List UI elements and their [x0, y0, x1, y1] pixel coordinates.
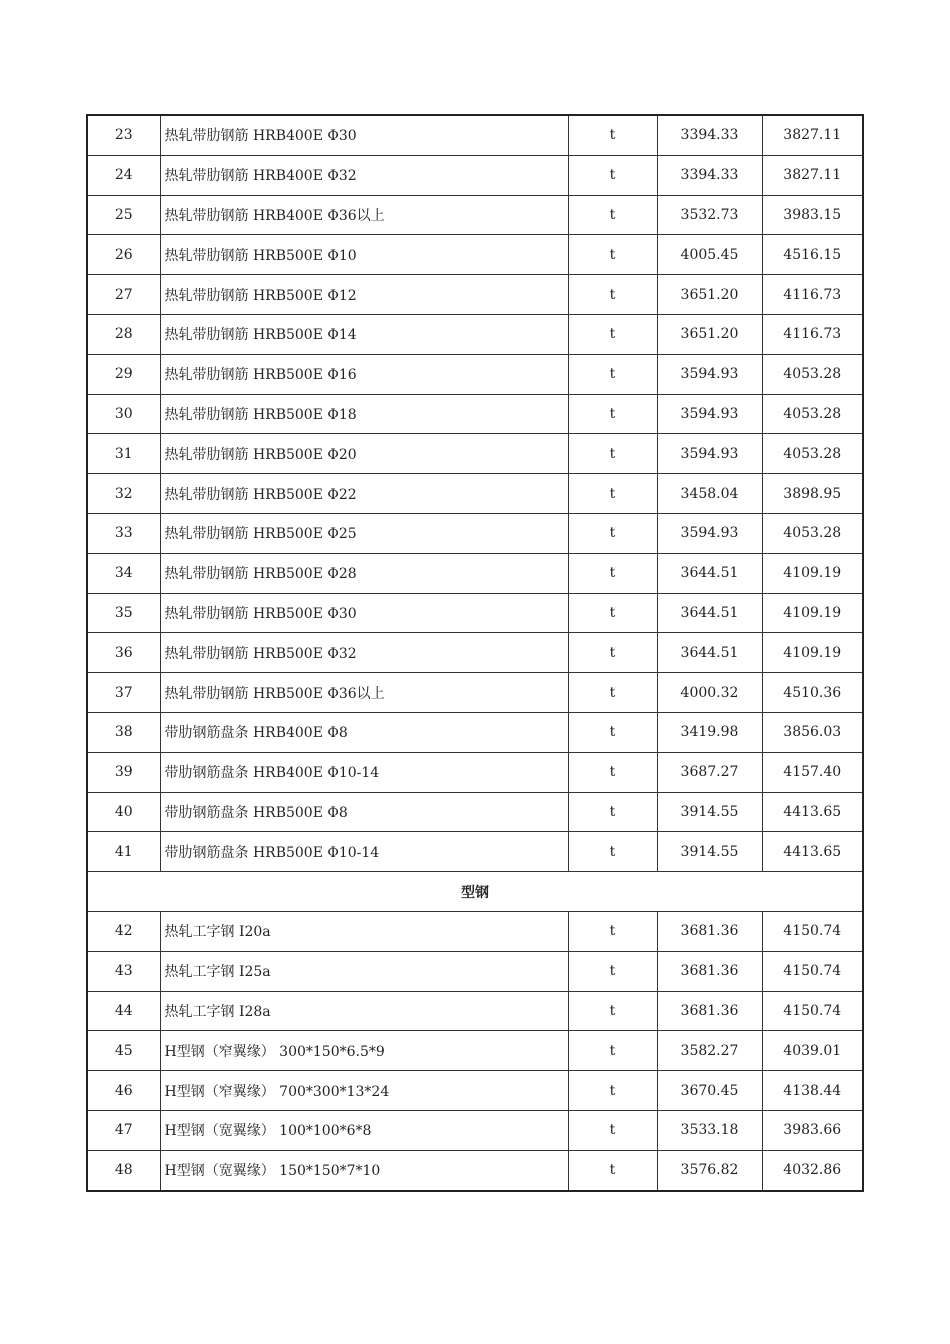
unit-cell: t	[568, 752, 657, 792]
price-incl-tax: 4413.65	[762, 792, 863, 832]
price-incl-tax: 4116.73	[762, 275, 863, 315]
price-incl-tax: 4053.28	[762, 394, 863, 434]
section-steel-rows	[87, 911, 863, 1190]
price-excl-tax: 3576.82	[657, 1150, 762, 1190]
material-name: 热轧工字钢 I25a	[160, 951, 568, 991]
table-row	[87, 115, 863, 155]
price-excl-tax: 3594.93	[657, 394, 762, 434]
price-excl-tax: 3681.36	[657, 911, 762, 951]
price-excl-tax: 3419.98	[657, 712, 762, 752]
price-excl-tax: 3914.55	[657, 832, 762, 872]
row-number: 38	[87, 712, 160, 752]
unit-cell: t	[568, 1031, 657, 1071]
row-number: 23	[87, 115, 160, 155]
price-incl-tax: 4516.15	[762, 235, 863, 275]
material-name: 热轧带肋钢筋 HRB500E Φ36以上	[160, 673, 568, 713]
unit-cell: t	[568, 633, 657, 673]
row-number: 36	[87, 633, 160, 673]
row-number: 27	[87, 275, 160, 315]
table-row	[87, 1110, 863, 1150]
material-name: 热轧带肋钢筋 HRB400E Φ32	[160, 155, 568, 195]
row-number: 48	[87, 1150, 160, 1190]
material-name: 热轧带肋钢筋 HRB500E Φ18	[160, 394, 568, 434]
price-incl-tax: 3827.11	[762, 155, 863, 195]
price-excl-tax: 3458.04	[657, 474, 762, 514]
material-name: 带肋钢筋盘条 HRB500E Φ8	[160, 792, 568, 832]
price-excl-tax: 3594.93	[657, 513, 762, 553]
price-incl-tax: 4053.28	[762, 354, 863, 394]
table-row	[87, 275, 863, 315]
unit-cell: t	[568, 1071, 657, 1111]
row-number: 31	[87, 434, 160, 474]
material-name: 热轧工字钢 I28a	[160, 991, 568, 1031]
row-number: 26	[87, 235, 160, 275]
unit-cell: t	[568, 553, 657, 593]
unit-cell: t	[568, 911, 657, 951]
table-row	[87, 832, 863, 872]
price-excl-tax: 3681.36	[657, 951, 762, 991]
price-excl-tax: 3644.51	[657, 593, 762, 633]
price-incl-tax: 4053.28	[762, 513, 863, 553]
table-row	[87, 911, 863, 951]
material-name: 热轧带肋钢筋 HRB500E Φ25	[160, 513, 568, 553]
price-incl-tax: 4150.74	[762, 991, 863, 1031]
price-excl-tax: 3582.27	[657, 1031, 762, 1071]
unit-cell: t	[568, 474, 657, 514]
material-name: 热轧带肋钢筋 HRB500E Φ28	[160, 553, 568, 593]
table-row	[87, 1031, 863, 1071]
table-row	[87, 1071, 863, 1111]
unit-cell: t	[568, 155, 657, 195]
price-excl-tax: 3651.20	[657, 275, 762, 315]
price-table	[86, 114, 864, 1192]
price-incl-tax: 4150.74	[762, 911, 863, 951]
table-row	[87, 235, 863, 275]
unit-cell: t	[568, 792, 657, 832]
unit-cell: t	[568, 1110, 657, 1150]
price-incl-tax: 4157.40	[762, 752, 863, 792]
row-number: 37	[87, 673, 160, 713]
price-incl-tax: 4039.01	[762, 1031, 863, 1071]
price-excl-tax: 3394.33	[657, 155, 762, 195]
row-number: 42	[87, 911, 160, 951]
table-row	[87, 474, 863, 514]
row-number: 24	[87, 155, 160, 195]
table-row	[87, 314, 863, 354]
row-number: 33	[87, 513, 160, 553]
material-name: 带肋钢筋盘条 HRB400E Φ8	[160, 712, 568, 752]
unit-cell: t	[568, 434, 657, 474]
price-incl-tax: 3898.95	[762, 474, 863, 514]
price-incl-tax: 3856.03	[762, 712, 863, 752]
price-incl-tax: 3983.66	[762, 1110, 863, 1150]
unit-cell: t	[568, 951, 657, 991]
unit-cell: t	[568, 673, 657, 713]
price-excl-tax: 3644.51	[657, 633, 762, 673]
material-name: H型钢（窄翼缘） 700*300*13*24	[160, 1071, 568, 1111]
table-row	[87, 991, 863, 1031]
unit-cell: t	[568, 593, 657, 633]
material-name: 热轧带肋钢筋 HRB500E Φ20	[160, 434, 568, 474]
price-excl-tax: 4005.45	[657, 235, 762, 275]
unit-cell: t	[568, 1150, 657, 1190]
table-row	[87, 1150, 863, 1190]
row-number: 40	[87, 792, 160, 832]
row-number: 32	[87, 474, 160, 514]
price-incl-tax: 4109.19	[762, 593, 863, 633]
row-number: 30	[87, 394, 160, 434]
price-incl-tax: 4150.74	[762, 951, 863, 991]
material-name: 热轧带肋钢筋 HRB500E Φ16	[160, 354, 568, 394]
table-row	[87, 434, 863, 474]
unit-cell: t	[568, 115, 657, 155]
rebar-rows	[87, 115, 863, 872]
table-row	[87, 593, 863, 633]
table-row	[87, 195, 863, 235]
row-number: 25	[87, 195, 160, 235]
price-excl-tax: 4000.32	[657, 673, 762, 713]
material-name: 热轧带肋钢筋 HRB500E Φ22	[160, 474, 568, 514]
price-incl-tax: 4413.65	[762, 832, 863, 872]
material-name: H型钢（窄翼缘） 300*150*6.5*9	[160, 1031, 568, 1071]
price-excl-tax: 3681.36	[657, 991, 762, 1031]
material-name: 热轧带肋钢筋 HRB500E Φ30	[160, 593, 568, 633]
table-row	[87, 951, 863, 991]
row-number: 46	[87, 1071, 160, 1111]
price-excl-tax: 3670.45	[657, 1071, 762, 1111]
section-title: 型钢	[87, 872, 863, 912]
row-number: 45	[87, 1031, 160, 1071]
material-name: 带肋钢筋盘条 HRB500E Φ10-14	[160, 832, 568, 872]
row-number: 35	[87, 593, 160, 633]
price-incl-tax: 4053.28	[762, 434, 863, 474]
row-number: 41	[87, 832, 160, 872]
unit-cell: t	[568, 195, 657, 235]
price-incl-tax: 4109.19	[762, 633, 863, 673]
row-number: 43	[87, 951, 160, 991]
unit-cell: t	[568, 991, 657, 1031]
table-row	[87, 712, 863, 752]
unit-cell: t	[568, 712, 657, 752]
unit-cell: t	[568, 235, 657, 275]
price-excl-tax: 3914.55	[657, 792, 762, 832]
material-name: 热轧带肋钢筋 HRB500E Φ14	[160, 314, 568, 354]
material-name: 热轧带肋钢筋 HRB500E Φ12	[160, 275, 568, 315]
price-incl-tax: 3827.11	[762, 115, 863, 155]
material-name: 热轧工字钢 I20a	[160, 911, 568, 951]
price-incl-tax: 3983.15	[762, 195, 863, 235]
price-excl-tax: 3533.18	[657, 1110, 762, 1150]
material-name: 热轧带肋钢筋 HRB500E Φ32	[160, 633, 568, 673]
table-row	[87, 792, 863, 832]
row-number: 47	[87, 1110, 160, 1150]
unit-cell: t	[568, 832, 657, 872]
unit-cell: t	[568, 314, 657, 354]
unit-cell: t	[568, 275, 657, 315]
row-number: 34	[87, 553, 160, 593]
price-excl-tax: 3644.51	[657, 553, 762, 593]
material-name: 热轧带肋钢筋 HRB500E Φ10	[160, 235, 568, 275]
section-header	[87, 872, 863, 912]
unit-cell: t	[568, 513, 657, 553]
unit-cell: t	[568, 354, 657, 394]
row-number: 28	[87, 314, 160, 354]
price-excl-tax: 3394.33	[657, 115, 762, 155]
price-excl-tax: 3594.93	[657, 354, 762, 394]
row-number: 44	[87, 991, 160, 1031]
price-incl-tax: 4032.86	[762, 1150, 863, 1190]
price-excl-tax: 3651.20	[657, 314, 762, 354]
table-row	[87, 155, 863, 195]
table-row	[87, 673, 863, 713]
table-row	[87, 633, 863, 673]
material-name: 热轧带肋钢筋 HRB400E Φ36以上	[160, 195, 568, 235]
price-incl-tax: 4138.44	[762, 1071, 863, 1111]
table-row	[87, 394, 863, 434]
material-name: H型钢（宽翼缘） 150*150*7*10	[160, 1150, 568, 1190]
row-number: 39	[87, 752, 160, 792]
price-excl-tax: 3532.73	[657, 195, 762, 235]
table-row	[87, 752, 863, 792]
price-excl-tax: 3594.93	[657, 434, 762, 474]
material-name: 热轧带肋钢筋 HRB400E Φ30	[160, 115, 568, 155]
table-row	[87, 354, 863, 394]
unit-cell: t	[568, 394, 657, 434]
row-number: 29	[87, 354, 160, 394]
price-incl-tax: 4116.73	[762, 314, 863, 354]
price-incl-tax: 4109.19	[762, 553, 863, 593]
section-row	[87, 872, 863, 912]
table-row	[87, 513, 863, 553]
price-incl-tax: 4510.36	[762, 673, 863, 713]
material-name: H型钢（宽翼缘） 100*100*6*8	[160, 1110, 568, 1150]
price-excl-tax: 3687.27	[657, 752, 762, 792]
table-row	[87, 553, 863, 593]
material-name: 带肋钢筋盘条 HRB400E Φ10-14	[160, 752, 568, 792]
